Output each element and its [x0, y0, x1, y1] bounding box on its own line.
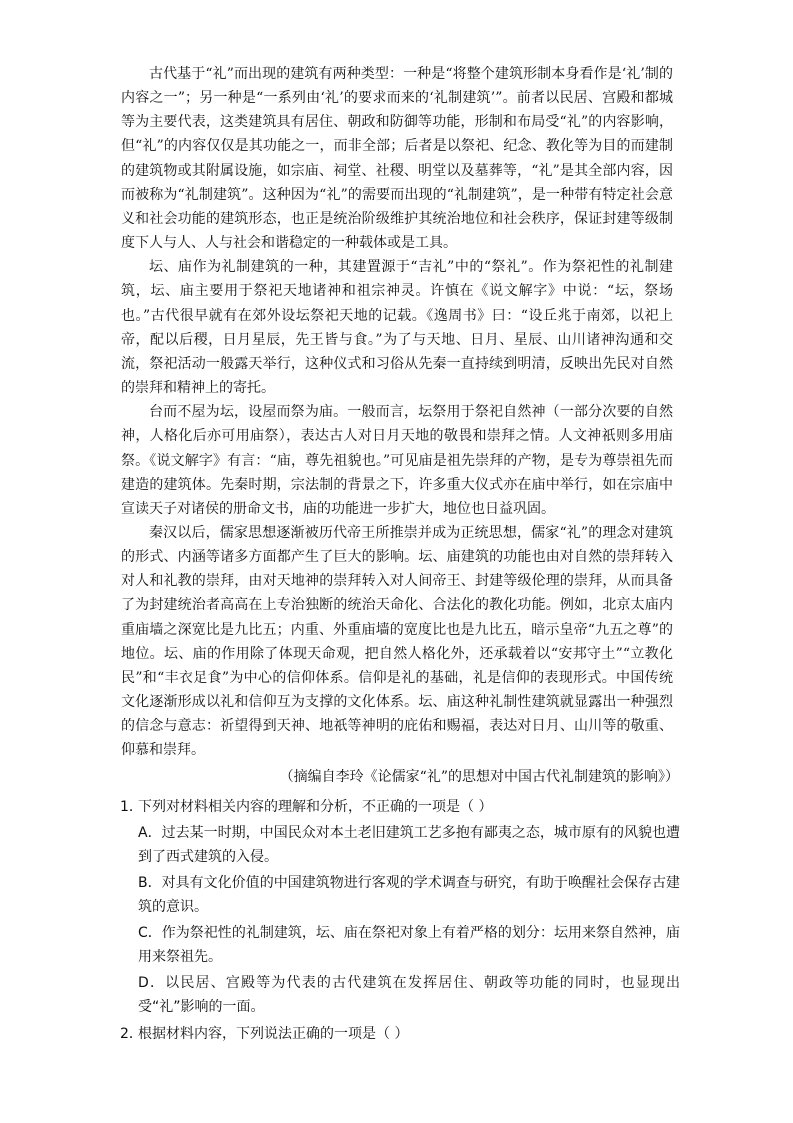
question-2-number: 2．: [120, 1026, 143, 1042]
article-paragraph-4: 秦汉以后，儒家思想逐渐被历代帝王所推崇并成为正统思想，儒家“礼”的理念对建筑的形式、内涵等诸多方面都产生了巨大的影响。坛、庙建筑的功能也由对自然的崇拜转入对人和礼教的崇拜，由对天地神的崇拜转入对人间帝王、封建等级伦理的崇拜，从而具备了为封建统治者高高在上专治独断的统治天命化、合法化的教化功能。例如，北京太庙内重庙墙之深宽比是九比五；内重、外重庙墙的宽度比也是九比五，暗示皇帝“九五之尊”的地位。坛、庙的作用除了体现天命观，把自然人格化外，还承载着以“安邦守土”“立教化民”和“丰衣足食”为中心的信仰体系。信仰是礼的基础，礼是信仰的表现形式。中国传统文化逐渐形成以礼和信仰互为支撑的文化体系。坛、庙这种礼制性建筑就显露出一种强烈的信念与意志：祈望得到天神、地祇等神明的庇佑和赐福，表达对日月、山川等的敬重、仰慕和崇拜。: [121, 524, 673, 759]
article-paragraph-3: 台而不屋为坛，设屋而祭为庙。一般而言，坛祭用于祭祀自然神（一部分次要的自然神，人格化后亦可用庙祭），表达古人对日月天地的敬畏和崇拜之情。人文神祇则多用庙祭。《说文解字》有言：“庙，尊先祖貌也。”可见庙是祖先崇拜的产物，是专为尊崇祖先而建造的建筑体。先秦时期，宗法制的背景之下，许多重大仪式亦在庙中举行，如在宗庙中宣读天子对诸侯的册命文书，庙的功能进一步扩大，地位也日益巩固。: [121, 404, 673, 517]
article-paragraph-2: 坛、庙作为礼制建筑的一种，其建置源于“吉礼”中的“祭礼”。作为祭祀性的礼制建筑，坛、庙主要用于祭祀天地诸神和祖宗神灵。许慎在《说文解字》中说：“坛，祭场也。”古代很早就有在郊外设坛祭祀天地的记载。《逸周书》曰：“设丘兆于南郊，以祀上帝，配以后稷，日月星辰，先王皆与食。”为了与天地、日月、星辰、山川诸神沟通和交流，祭祀活动一般露天举行，这种仪式和习俗从先秦一直持续到明清，反映出先民对自然的崇拜和精神上的寄托。: [121, 259, 673, 397]
question-1-option-c: C．作为祭祀性的礼制建筑，坛、庙在祭祀对象上有着严格的划分：坛用来祭自然神，庙用来祭祖先。: [138, 925, 680, 965]
question-1-option-d: D．以民居、宫殿等为代表的古代建筑在发挥居住、朝政等功能的同时，也显现出受“礼”影响的一面。: [138, 975, 680, 1015]
article-source: （摘编自李玲《论儒家“礼”的思想对中国古代礼制建筑的影响》）: [279, 769, 679, 785]
question-list: [120, 792, 680, 1046]
question-1-option-a: A．过去某一时期，中国民众对本土老旧建筑工艺多抱有鄙夷之态，城市原有的风貌也遭到了西式建筑的入侵。: [138, 825, 680, 865]
question-1-text: 下列对材料相关内容的理解和分析，不正确的一项是（ ）: [138, 799, 493, 815]
article-paragraph-1: 古代基于“礼”而出现的建筑有两种类型：一种是“将整个建筑形制本身看作是‘礼’制的内容之一”；另一种是“一系列由‘礼’的要求而来的‘礼制建筑’”。前者以民居、宫殿和都城等为主要代表，这类建筑具有居住、朝政和防御等功能，形制和布局受“礼”的内容影响，但“礼”的内容仅仅是其功能之一，而非全部；后者是以祭祀、纪念、教化等为目的而建制的建筑物或其附属设施，如宗庙、祠堂、社稷、明堂以及墓葬等，“礼”是其全部内容，因而被称为“礼制建筑”。这种因为“礼”的需要而出现的“礼制建筑”，是一种带有特定社会意义和社会功能的建筑形态，也正是统治阶级维护其统治地位和社会秩序，保证封建等级制度下人与人、人与社会和谐稳定的一种载体或是工具。: [121, 66, 673, 252]
reading-article: [121, 62, 673, 763]
question-2-stem: [120, 1022, 680, 1046]
question-1-stem: [120, 795, 680, 819]
question-1-number: 1．: [120, 799, 143, 815]
question-1-option-b: B．对具有文化价值的中国建筑物进行客观的学术调查与研究，有助于唤醒社会保存古建筑的意识。: [138, 875, 680, 915]
question-2-text: 根据材料内容，下列说法正确的一项是（ ）: [138, 1026, 409, 1042]
